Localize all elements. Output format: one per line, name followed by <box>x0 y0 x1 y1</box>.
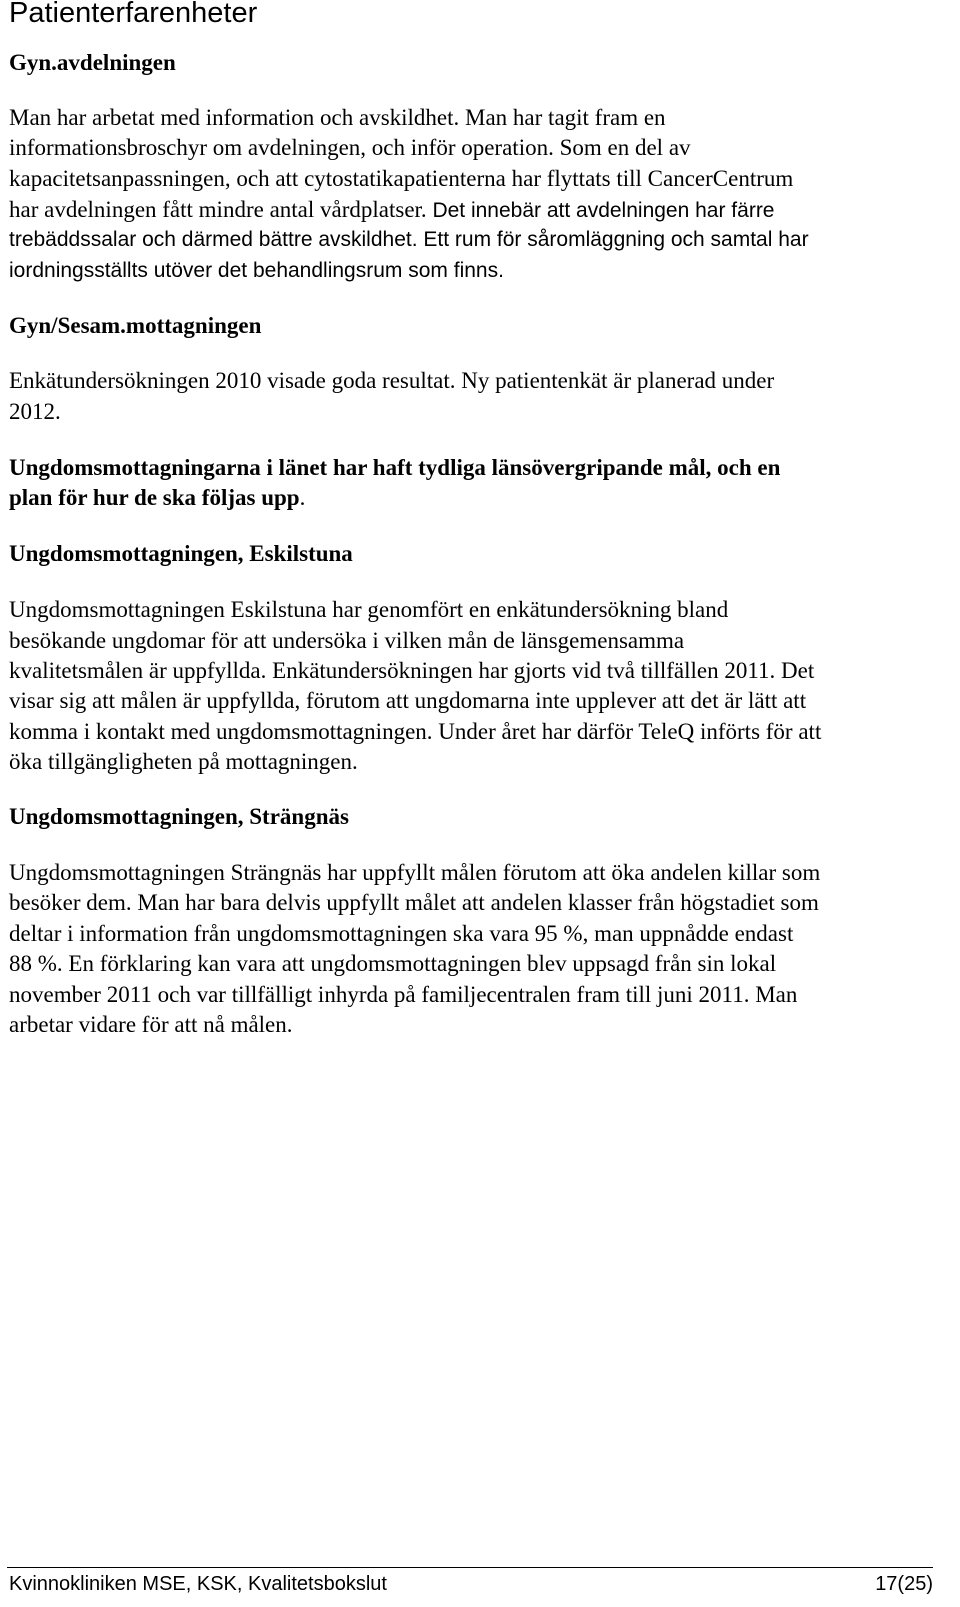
paragraph-text: har avdelningen fått mindre antal vårdplatser. <box>9 197 433 222</box>
paragraph-line: informationsbroschyr om avdelningen, och inför operation. Som en del av <box>9 135 691 160</box>
paragraph-line: Man har arbetat med information och avskildhet. Man har tagit fram en <box>9 105 666 130</box>
paragraph-line: Enkätundersökningen 2010 visade goda resultat. Ny patientenkät är planerad under <box>9 368 775 393</box>
section-heading-gyn: Gyn.avdelningen <box>9 50 176 75</box>
paragraph-text-sans: Det innebär att avdelningen har färre <box>432 199 775 222</box>
paragraph-line: arbetar vidare för att nå målen. <box>9 1012 293 1037</box>
paragraph-line: kapacitetsanpassningen, och att cytostatikapatienterna har flyttats till CancerCentrum <box>9 166 794 191</box>
goal-statement-line: Ungdomsmottagningarna i länet har haft tydliga länsövergripande mål, och en <box>9 455 781 480</box>
section-heading-sesam: Gyn/Sesam.mottagningen <box>9 313 262 338</box>
paragraph-line-mixed <box>9 195 775 226</box>
paragraph-line: iordningsställts utöver det behandlingsrum som finns. <box>9 259 504 282</box>
paragraph-line: 88 %. En förklaring kan vara att ungdomsmottagningen blev uppsagd från sin lokal <box>9 951 777 976</box>
paragraph-line: deltar i information från ungdomsmottagningen ska vara 95 %, man uppnådde endast <box>9 921 794 946</box>
paragraph-line: visar sig att målen är uppfyllda, förutom att ungdomarna inte upplever att det är lätt att <box>9 688 807 713</box>
footer-divider <box>7 1567 933 1568</box>
paragraph-line: kvalitetsmålen är uppfyllda. Enkätundersökningen har gjorts vid två tillfällen 2011. Det <box>9 658 815 683</box>
section-heading-strangnas: Ungdomsmottagningen, Strängnäs <box>9 804 349 829</box>
page-title: Patienterfarenheter <box>9 0 258 29</box>
paragraph-line: besöker dem. Man har bara delvis uppfyllt målet att andelen klasser från högstadiet som <box>9 890 819 915</box>
section-heading-eskilstuna: Ungdomsmottagningen, Eskilstuna <box>9 541 353 566</box>
paragraph-line: Ungdomsmottagningen Strängnäs har uppfyllt målen förutom att öka andelen killar som <box>9 860 821 885</box>
paragraph-line: 2012. <box>9 399 61 424</box>
paragraph-line: Ungdomsmottagningen Eskilstuna har genomfört en enkätundersökning bland <box>9 597 729 622</box>
goal-statement-text: plan för hur de ska följas upp <box>9 485 300 510</box>
paragraph-line: öka tillgängligheten på mottagningen. <box>9 749 358 774</box>
paragraph-line: november 2011 och var tillfälligt inhyrda på familjecentralen fram till juni 2011. Man <box>9 982 798 1007</box>
goal-statement-line <box>9 483 305 513</box>
goal-statement-period: . <box>299 485 306 510</box>
footer-page-number: 17(25) <box>875 1573 933 1595</box>
paragraph-line: trebäddssalar och därmed bättre avskildhet. Ett rum för såromläggning och samtal har <box>9 228 809 251</box>
paragraph-line: komma i kontakt med ungdomsmottagningen. Under året har därför TeleQ införts för att <box>9 719 822 744</box>
paragraph-line: besökande ungdomar för att undersöka i vilken mån de länsgemensamma <box>9 628 685 653</box>
footer-document-name: Kvinnokliniken MSE, KSK, Kvalitetsbokslut <box>9 1573 387 1595</box>
